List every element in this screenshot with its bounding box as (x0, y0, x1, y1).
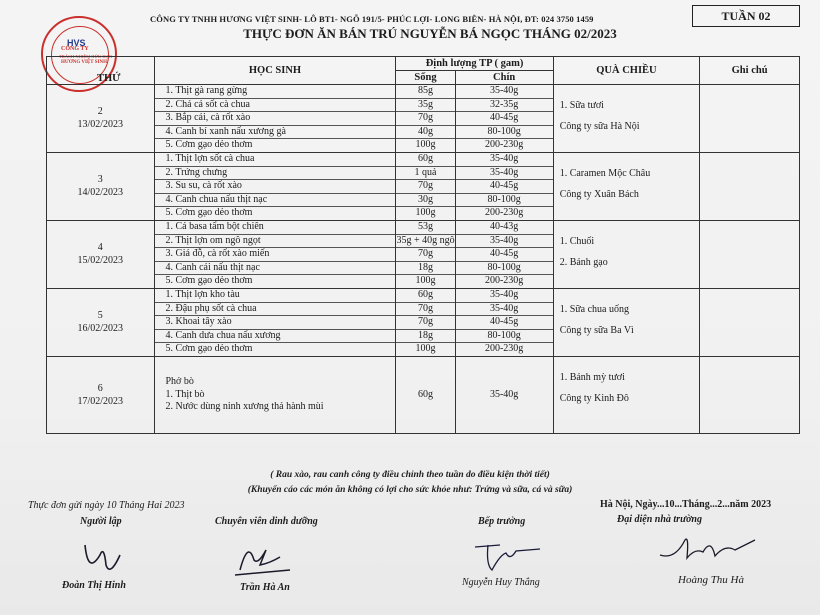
page-title: THỰC ĐƠN ĂN BÁN TRÚ NGUYỄN BÁ NGỌC THÁNG 02/2023 (243, 26, 617, 41)
dish-item: 2. Đậu phụ sốt cà chua (155, 303, 396, 317)
day-number: 2 (97, 106, 103, 118)
day-date: 15/02/2023 (77, 255, 124, 267)
raw-amount: 100g (415, 139, 436, 151)
afternoon-line: 1. Bánh mỳ tươi (559, 371, 625, 383)
note-cell (700, 152, 800, 220)
raw-amount: 70g (396, 248, 454, 262)
dish-item: 4. Canh dưa chua nấu xương (155, 330, 396, 344)
signature-4 (655, 530, 765, 570)
day-row (47, 152, 800, 220)
day-cell (47, 356, 155, 433)
afternoon-line: 2. Bánh gạo (559, 256, 608, 268)
raw-amount: 70g (396, 180, 454, 194)
cooked-amount: 35-40g (456, 235, 553, 249)
header-day: THỨ (47, 57, 155, 85)
note-cell (700, 288, 800, 356)
dish-item: 1. Thịt lợn sốt cà chua (155, 153, 396, 167)
cooked-amount: 40-45g (456, 112, 553, 126)
company-header: CÔNG TY TNHH HƯƠNG VIỆT SINH- LÔ BT1- NGÕ 191/5- PHÚC LỢI- LONG BIÊN- HÀ NỘI, ĐT: 024 3750 1459 (150, 14, 594, 24)
stamp-logo: HVS (67, 38, 86, 48)
day-row (47, 288, 800, 356)
raw-amount: 70g (396, 112, 454, 126)
dish-item: 2. Chả cá sốt cà chua (155, 99, 396, 113)
header-student: HỌC SINH (154, 57, 396, 85)
cooked-amount: 35-40g (456, 303, 553, 317)
day-number: 3 (97, 174, 103, 186)
signer-4-title: Đại diện nhà trường (617, 514, 702, 525)
raw-amount: 18g (396, 330, 454, 344)
day-number: 6 (97, 382, 103, 394)
dish-item: 3. Bắp cải, cà rốt xào (155, 112, 396, 126)
dish-item: 2. Thịt lợn om ngô ngọt (155, 235, 396, 249)
signature-1 (80, 535, 140, 580)
dish-item: 1. Thịt bò (165, 388, 205, 400)
afternoon-line: 1. Chuối (559, 235, 595, 247)
day-row (47, 85, 800, 153)
raw-amount: 53g (396, 221, 454, 235)
cooked-amount: 32-35g (456, 99, 553, 113)
place-date: Hà Nội, Ngày...10...Tháng...2...năm 2023 (600, 499, 772, 510)
dish-item: 2. Nước dùng ninh xương thả hành mùi (165, 401, 324, 413)
afternoon-snack (553, 220, 699, 288)
raw-amount: 70g (396, 303, 454, 317)
cooked-amount: 200-230g (484, 275, 524, 287)
note-cell (700, 356, 800, 433)
cooked-amount: 200-230g (484, 343, 524, 355)
afternoon-line: Công ty sữa Hà Nội (559, 121, 640, 132)
day-row (47, 356, 800, 433)
signer-1-name: Đoàn Thị Hinh (62, 580, 126, 591)
dish-item: 5. Cơm gạo dẻo thơm (165, 207, 253, 219)
header-amount: Định lượng TP ( gam) (396, 57, 553, 71)
dish-item: 1. Thịt gà rang gừng (155, 85, 396, 99)
raw-amount: 30g (396, 194, 454, 208)
header-raw: Sống (396, 71, 455, 85)
raw-amount: 100g (415, 343, 436, 355)
sent-date: Thực đơn gửi ngày 10 Tháng Hai 2023 (28, 500, 185, 511)
signature-3 (470, 535, 550, 575)
week-label: TUẦN 02 (692, 5, 800, 27)
dish-item: 4. Canh cải nấu thịt nạc (155, 262, 396, 276)
company-stamp: HVS CÔNG TY TRÁCH NHIỆM HỮU HẠN HƯƠNG VIỆT SINH (41, 16, 117, 92)
afternoon-line: 1. Caramen Mộc Châu (559, 167, 651, 179)
signature-2 (230, 535, 300, 580)
dish-item: 3. Su su, cà rốt xào (155, 180, 396, 194)
afternoon-line: Công ty Xuân Bách (559, 188, 639, 200)
cooked-amount: 35-40g (456, 85, 553, 99)
day-cell (47, 220, 155, 288)
day-number: 4 (97, 242, 103, 254)
signer-2-title: Chuyên viên dinh dưỡng (215, 516, 318, 527)
cooked-amount: 40-45g (456, 316, 553, 330)
raw-amount: 60g (396, 153, 454, 167)
raw-amount: 40g (396, 126, 454, 140)
afternoon-snack (553, 152, 699, 220)
dish-item: 3. Khoai tây xào (155, 316, 396, 330)
afternoon-line: 1. Sữa chua uống (559, 303, 629, 315)
raw-amount: 35g + 40g ngô (396, 235, 454, 249)
signer-4-name: Hoàng Thu Hà (678, 574, 745, 586)
dish-item: 5. Cơm gạo dẻo thơm (165, 275, 253, 287)
header-afternoon: QUÀ CHIỀU (553, 57, 699, 85)
note-health: (Khuyến cáo các món ăn không có lợi cho sức khỏe như: Trứng và sữa, cá và sữa) (247, 485, 573, 495)
dish-item: 1. Thịt lợn kho tàu (155, 289, 396, 303)
afternoon-snack (553, 288, 699, 356)
afternoon-line: Công ty sữa Ba Vì (559, 324, 634, 336)
header-note: Ghi chú (700, 57, 800, 85)
cooked-amount: 35-40g (489, 388, 519, 400)
afternoon-snack (553, 356, 699, 433)
cooked-amount: 40-45g (456, 248, 553, 262)
note-cell (700, 85, 800, 153)
cooked-amount: 35-40g (456, 289, 553, 303)
note-vegetables: ( Rau xào, rau canh công ty điều chỉnh theo tuần do điều kiện thời tiết) (270, 470, 550, 480)
raw-amount: 35g (396, 99, 454, 113)
cooked-amount: 35-40g (456, 153, 553, 167)
signer-3-title: Bếp trưởng (478, 516, 526, 527)
signer-1-title: Người lập (80, 516, 122, 527)
cooked-amount: 40-43g (456, 221, 553, 235)
signer-3-name: Nguyễn Huy Thắng (462, 577, 540, 588)
raw-amount: 60g (396, 289, 454, 303)
day-row (47, 220, 800, 288)
cooked-amount: 35-40g (456, 167, 553, 181)
afternoon-snack (553, 85, 699, 153)
cooked-amount: 80-100g (456, 330, 553, 344)
dish-item: 4. Canh bí xanh nấu xương gà (155, 126, 396, 140)
dish-item: 4. Canh chua nấu thịt nạc (155, 194, 396, 208)
raw-amount: 100g (415, 207, 436, 219)
day-date: 16/02/2023 (77, 323, 124, 335)
afternoon-line: 1. Sữa tươi (559, 100, 604, 111)
cooked-amount: 80-100g (456, 126, 553, 140)
dish-item: 3. Giá đỗ, cà rốt xào miến (155, 248, 396, 262)
dish-item: 2. Trứng chưng (155, 167, 396, 181)
day-cell (47, 152, 155, 220)
cooked-amount: 200-230g (484, 139, 524, 151)
day-date: 13/02/2023 (77, 119, 124, 131)
raw-amount: 85g (396, 85, 454, 99)
raw-amount: 60g (418, 388, 433, 400)
dish-item: 1. Cá basa tẩm bột chiên (155, 221, 396, 235)
raw-amount: 18g (396, 262, 454, 276)
day-cell (47, 85, 155, 153)
dish-item: 5. Cơm gạo dẻo thơm (165, 139, 253, 151)
raw-amount: 1 quả (396, 167, 454, 181)
afternoon-line: Công ty Kinh Đô (559, 392, 629, 404)
note-cell (700, 220, 800, 288)
cooked-amount: 80-100g (456, 262, 553, 276)
cooked-amount: 40-45g (456, 180, 553, 194)
day-date: 14/02/2023 (77, 187, 124, 199)
cooked-amount: 80-100g (456, 194, 553, 208)
raw-amount: 70g (396, 316, 454, 330)
signer-2-name: Trần Hà An (240, 582, 290, 593)
raw-amount: 100g (415, 275, 436, 287)
menu-table (46, 56, 800, 434)
day-number: 5 (97, 310, 103, 322)
header-cooked: Chín (455, 71, 553, 85)
dish-item: Phở bò (165, 375, 194, 387)
day-date: 17/02/2023 (77, 395, 124, 407)
cooked-amount: 200-230g (484, 207, 524, 219)
day-cell (47, 288, 155, 356)
dish-item: 5. Cơm gạo dẻo thơm (165, 343, 253, 355)
